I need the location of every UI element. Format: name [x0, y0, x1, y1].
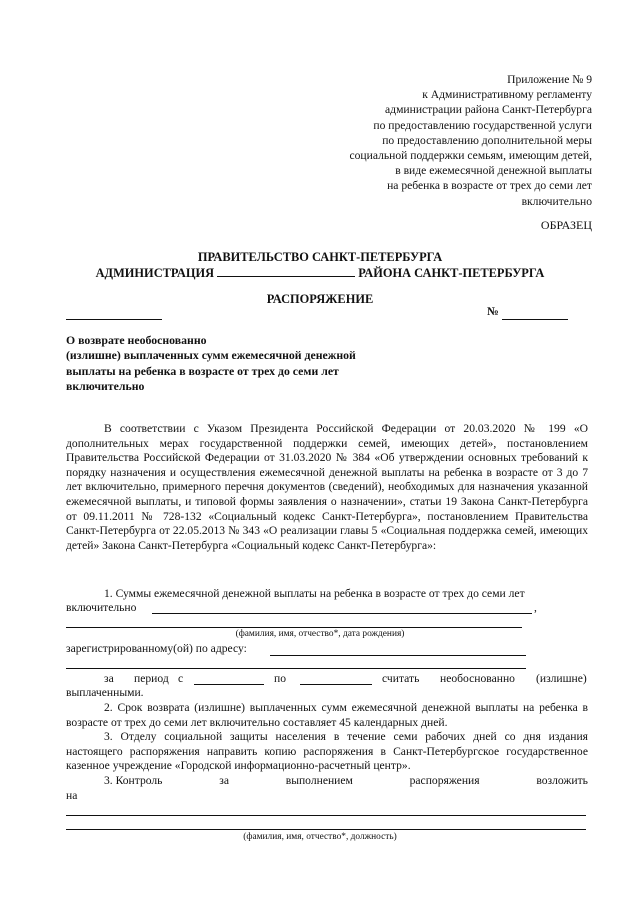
- subject-line: включительно: [66, 379, 145, 394]
- period-to-blank[interactable]: [300, 684, 372, 685]
- date-blank[interactable]: [66, 319, 162, 320]
- annex-line: Приложение № 9: [507, 73, 592, 86]
- item2-text: 2. Срок возврата (излишне) выплаченных сумм ежемесячной денежной выплаты на ребенка в возрасте от трех до семи лет включительно составляет 45 календарных дней.: [66, 701, 588, 729]
- annex-line: социальной поддержки семьям, имеющим детей,: [349, 149, 592, 163]
- period-from-blank[interactable]: [194, 684, 264, 685]
- responsible-blank[interactable]: [66, 815, 586, 816]
- government-title: ПРАВИТЕЛЬСТВО САНКТ-ПЕТЕРБУРГА: [197, 250, 443, 264]
- annex-line: администрации района Санкт-Петербурга: [385, 103, 592, 117]
- annex-line: к Административному регламенту: [422, 88, 592, 102]
- period-word: за: [104, 672, 114, 685]
- item3b-word: выполнением: [285, 774, 353, 787]
- document-type: РАСПОРЯЖЕНИЕ: [266, 292, 374, 306]
- annex-line: в виде ежемесячной денежной выплаты: [395, 164, 592, 178]
- item3b-on: на: [66, 789, 78, 802]
- item3b-word: возложить: [536, 774, 588, 787]
- annex-reference: [232, 72, 592, 209]
- subject-line: О возврате необоснованно: [66, 333, 207, 347]
- responsible-blank-2[interactable]: [66, 829, 586, 830]
- period-word: необоснованно: [440, 672, 515, 685]
- subject-line: выплаты на ребенка в возрасте от трех до семи лет: [66, 363, 339, 378]
- preamble-paragraph: [66, 422, 588, 553]
- annex-line: включительно: [521, 194, 592, 208]
- item1-comma: ,: [534, 601, 537, 614]
- period-word: с: [178, 672, 184, 685]
- item3b-word: за: [219, 774, 229, 787]
- period-word: по: [274, 672, 287, 685]
- item3b-word: распоряжения: [409, 774, 480, 787]
- number-sign: №: [487, 305, 499, 318]
- recipient-blank-2[interactable]: [66, 627, 522, 628]
- item3b-line: [104, 774, 588, 789]
- document-subject: [66, 333, 406, 395]
- administration-line: [0, 266, 640, 281]
- recipient-blank[interactable]: [152, 613, 532, 614]
- subject-line: (излишне) выплаченных сумм ежемесячной денежной: [66, 348, 356, 363]
- period-word: считать: [382, 672, 420, 685]
- item3a-paragraph: [66, 730, 588, 774]
- address-blank[interactable]: [270, 655, 526, 656]
- administration-label: АДМИНИСТРАЦИЯ: [95, 266, 215, 280]
- district-label: РАЙОНА САНКТ-ПЕТЕРБУРГА: [358, 266, 545, 280]
- period-word: (излишне): [536, 672, 587, 685]
- address-label: зарегистрированному(ой) по адресу:: [66, 642, 247, 655]
- annex-line: по предоставлению государственной услуги: [373, 118, 592, 132]
- annex-line: на ребенка в возрасте от трех до семи лет: [387, 179, 592, 193]
- number-blank[interactable]: [502, 319, 568, 320]
- period-word: период: [134, 672, 169, 685]
- item2-paragraph: [66, 701, 588, 730]
- address-blank-2[interactable]: [66, 668, 526, 669]
- person-caption: (фамилия, имя, отчество*, дата рождения): [235, 629, 405, 639]
- item1-line1: 1. Суммы ежемесячной денежной выплаты на ребенка в возрасте от трех до семи лет: [104, 587, 525, 600]
- district-blank[interactable]: [217, 276, 355, 277]
- responsible-caption: (фамилия, имя, отчество*, должность): [243, 832, 397, 842]
- item3b-word: 3. Контроль: [104, 774, 163, 787]
- preamble-text: В соответствии с Указом Президента Российской Федерации от 20.03.2020 № 199 «О дополнительных мерах государственной поддержки семей, имеющих детей», постановлением Правительства Российской Федерации от 31.03.2020 № 384 «Об утверждении основных требований к порядку назначения и осуществления ежемесячной денежной выплаты на ребенка в возрасте от 3 до 7 лет включительно, примерного перечня документов (сведений), необходимых для назначения указанной ежемесячной выплаты, и типовой формы заявления о назначении», статьи 19 Закона Санкт-Петербурга от 09.11.2011 № 728-132 «Социальный кодекс Санкт-Петербурга», постановлением Правительства Санкт-Петербурга от 22.05.2013 № 343 «О реализации главы 5 «Социальная поддержка семей, имеющих детей» Закона Санкт-Петербурга «Социальный кодекс Санкт-Петербурга»:: [66, 422, 588, 552]
- paid-text: выплаченными.: [66, 686, 144, 699]
- item3a-text: 3. Отделу социальной защиты населения в течение семи рабочих дней со дня издания настоящего распоряжения направить копию распоряжения в Санкт-Петербургское государственное казенное учреждение «Городской информационно-расчетный центр».: [66, 730, 588, 773]
- item1-prefix: включительно: [66, 601, 137, 614]
- annex-line: по предоставлению дополнительной меры: [382, 133, 592, 147]
- sample-label: ОБРАЗЕЦ: [540, 218, 592, 232]
